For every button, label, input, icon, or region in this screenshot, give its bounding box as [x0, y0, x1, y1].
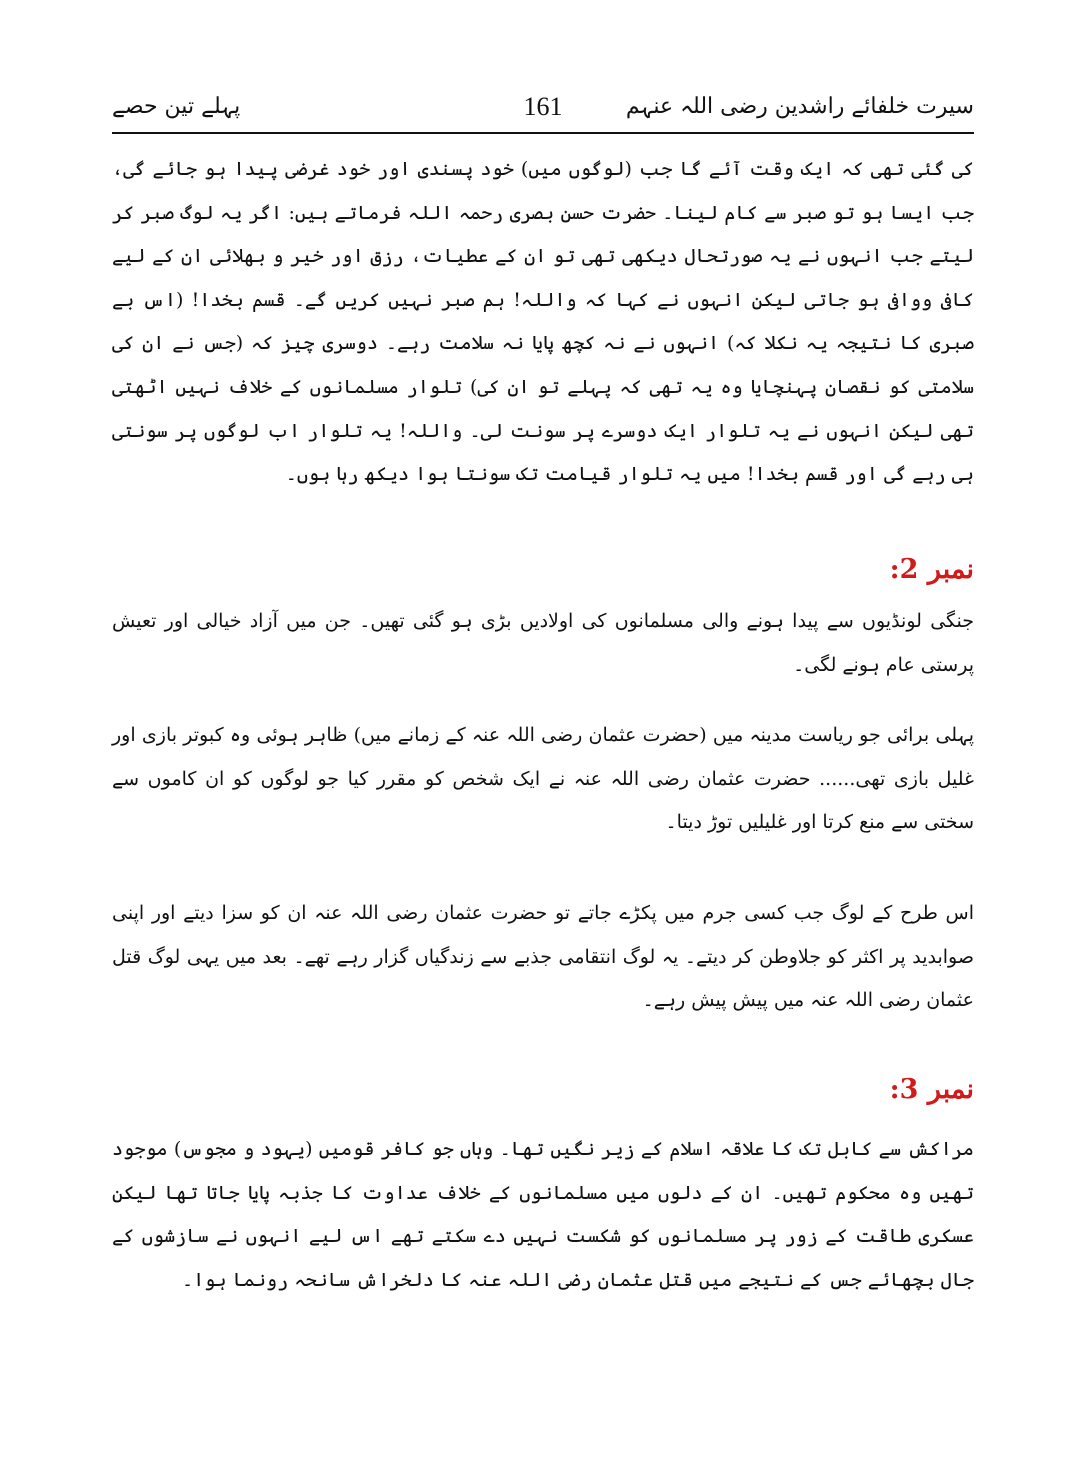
section-label: پہلے تین حصے — [112, 94, 241, 119]
paragraph-5: مراکش سے کابل تک کا علاقہ اسلام کے زیر نگیں تھا۔ وہاں جو کافر قومیں (یہود و مجوس) موجود تھیں وہ محکوم تھیں۔ ان کے دلوں میں مسلمانوں کے خلاف عداوت کا جذبہ پایا جاتا تھا لیکن عسکری طاقت کے زور پر مسلمانوں کو شکست نہیں دے سکتے تھے اس لیے انہوں نے سازشوں کے جال بچھائے جس کے نتیجے میں قتل عثمان رضی اللہ عنہ کا دلخراش سانحہ رونما ہوا۔ — [112, 1138, 974, 1291]
paragraph-3: پہلی برائی جو ریاست مدینہ میں (حضرت عثمان رضی اللہ عنہ کے زمانے میں) ظاہر ہوئی وہ کبوتر بازی اور غلیل بازی تھی...... حضرت عثمان رضی اللہ عنہ نے ایک شخص کو مقرر کیا جو لوگوں کو ان کاموں سے سختی سے منع کرتا اور غلیلیں توڑ دیتا۔ — [112, 724, 974, 834]
paragraph-4: اس طرح کے لوگ جب کسی جرم میں پکڑے جاتے تو حضرت عثمان رضی اللہ عنہ ان کو سزا دیتے اور اپنی صوابدید پر اکثر کو جلاوطن کر دیتے۔ یہ لوگ انتقامی جذبے سے زندگیاں گزار رہے تھے۔ بعد میں یہی لوگ قتل عثمان رضی اللہ عنہ میں پیش پیش رہے۔ — [112, 902, 974, 1012]
book-title: سیرت خلفائے راشدین رضی اللہ عنہم — [625, 94, 974, 119]
heading-number-3: نمبر 3: — [889, 1074, 974, 1105]
header-divider — [112, 132, 974, 134]
page-header — [112, 88, 974, 132]
page-number: 161 — [523, 92, 563, 121]
paragraph-2: جنگی لونڈیوں سے پیدا ہونے والی مسلمانوں کی اولادیں بڑی ہو گئی تھیں۔ جن میں آزاد خیالی اور تعیش پرستی عام ہونے لگی۔ — [112, 610, 974, 676]
paragraph-1: کی گئی تھی کہ ایک وقت آئے گا جب (لوگوں میں) خود پسندی اور خود غرضی پیدا ہو جائے گی، جب ایسا ہو تو صبر سے کام لینا۔ حضرت حسن بصری رحمہ اللہ فرماتے ہیں: اگر یہ لوگ صبر کر لیتے جب انہوں نے یہ صورتحال دیکھی تھی تو ان کے عطیات، رزق اور خیر و بھلائی ان کے لیے کافی ووافی ہو جاتی لیکن انہوں نے کہا کہ واللہ! ہم صبر نہیں کریں گے۔ قسم بخدا! (اس بے صبری کا نتیجہ یہ نکلا کہ) انہوں نے نہ کچھ پایا نہ سلامت رہے۔ دوسری چیز کہ (جس نے ان کی سلامتی کو نقصان پہنچایا وہ یہ تھی کہ پہلے تو ان کی) تلوار مسلمانوں کے خلاف نہیں اٹھتی تھی لیکن انہوں نے یہ تلوار ایک دوسرے پر سونت لی۔ واللہ! یہ تلوار اب لوگوں پر سونتی ہی رہے گی اور قسم بخدا! میں یہ تلوار قیامت تک سونتا ہوا دیکھ رہا ہوں۔ — [112, 158, 974, 486]
heading-number-2: نمبر 2: — [889, 554, 974, 585]
